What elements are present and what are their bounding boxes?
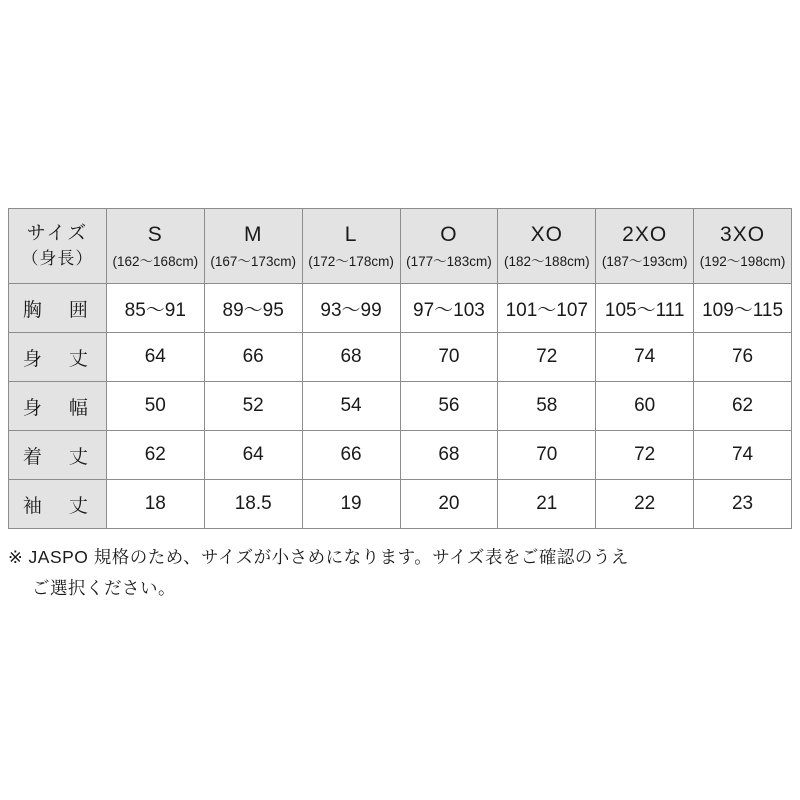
- cell-total-length-3xo: 74: [694, 431, 792, 480]
- cell-body-length-2xo: 74: [596, 333, 694, 382]
- size-table: [8, 208, 792, 529]
- cell-body-length-xo: 72: [498, 333, 596, 382]
- height-range-o: (177〜183cm): [406, 253, 492, 269]
- cell-sleeve-length-xo: 21: [498, 480, 596, 529]
- row-label-body-width: 身 幅: [9, 382, 107, 431]
- size-table-container: [8, 208, 792, 529]
- column-header-xo: [498, 209, 596, 284]
- cell-body-width-2xo: 60: [596, 382, 694, 431]
- cell-chest-3xo: 109〜115: [694, 284, 792, 333]
- cell-total-length-m: 64: [204, 431, 302, 480]
- table-row: [9, 480, 792, 529]
- corner-label-height: （身長）: [21, 249, 94, 269]
- table-row: [9, 431, 792, 480]
- cell-chest-m: 89〜95: [204, 284, 302, 333]
- size-note-line2: ご選択ください。: [32, 577, 176, 598]
- column-header-3xo: [694, 209, 792, 284]
- cell-sleeve-length-o: 20: [400, 480, 498, 529]
- cell-body-length-l: 68: [302, 333, 400, 382]
- height-range-l: (172〜178cm): [308, 253, 394, 269]
- cell-body-length-m: 66: [204, 333, 302, 382]
- cell-total-length-2xo: 72: [596, 431, 694, 480]
- height-range-3xo: (192〜198cm): [699, 253, 786, 269]
- column-header-s: [106, 209, 204, 284]
- cell-body-width-s: 50: [106, 382, 204, 431]
- cell-body-length-o: 70: [400, 333, 498, 382]
- cell-sleeve-length-2xo: 22: [596, 480, 694, 529]
- table-header-row: [9, 209, 792, 284]
- row-label-total-length: 着 丈: [9, 431, 107, 480]
- cell-sleeve-length-l: 19: [302, 480, 400, 529]
- table-row: [9, 284, 792, 333]
- size-label-3xo: 3XO: [720, 222, 766, 246]
- cell-chest-o: 97〜103: [400, 284, 498, 333]
- cell-body-length-3xo: 76: [694, 333, 792, 382]
- cell-body-length-s: 64: [106, 333, 204, 382]
- height-range-m: (167〜173cm): [210, 253, 296, 269]
- cell-body-width-o: 56: [400, 382, 498, 431]
- table-row: [9, 382, 792, 431]
- cell-total-length-s: 62: [106, 431, 204, 480]
- size-label-s: S: [147, 222, 163, 246]
- size-label-o: O: [440, 222, 458, 246]
- cell-chest-xo: 101〜107: [498, 284, 596, 333]
- column-header-m: [204, 209, 302, 284]
- corner-label-size: サイズ: [26, 222, 89, 244]
- size-note: [8, 542, 788, 603]
- size-label-2xo: 2XO: [622, 222, 668, 246]
- height-range-2xo: (187〜193cm): [601, 253, 688, 269]
- size-label-m: M: [243, 222, 263, 246]
- cell-body-width-m: 52: [204, 382, 302, 431]
- cell-total-length-o: 68: [400, 431, 498, 480]
- row-label-chest: 胸 囲: [9, 284, 107, 333]
- cell-body-width-xo: 58: [498, 382, 596, 431]
- cell-body-width-l: 54: [302, 382, 400, 431]
- height-range-s: (162〜168cm): [112, 253, 199, 269]
- size-note-line1: ※ JASPO 規格のため、サイズが小さめになります。サイズ表をご確認のうえ: [8, 547, 629, 567]
- size-label-l: L: [344, 222, 358, 246]
- column-header-2xo: [596, 209, 694, 284]
- height-range-xo: (182〜188cm): [504, 253, 590, 269]
- size-label-xo: XO: [530, 222, 563, 246]
- row-label-sleeve-length: 袖 丈: [9, 480, 107, 529]
- row-label-body-length: 身 丈: [9, 333, 107, 382]
- table-corner-cell: [9, 209, 107, 284]
- column-header-l: [302, 209, 400, 284]
- cell-body-width-3xo: 62: [694, 382, 792, 431]
- cell-chest-2xo: 105〜111: [596, 284, 694, 333]
- cell-total-length-l: 66: [302, 431, 400, 480]
- cell-sleeve-length-s: 18: [106, 480, 204, 529]
- cell-total-length-xo: 70: [498, 431, 596, 480]
- column-header-o: [400, 209, 498, 284]
- cell-sleeve-length-3xo: 23: [694, 480, 792, 529]
- cell-sleeve-length-m: 18.5: [204, 480, 302, 529]
- table-row: [9, 333, 792, 382]
- cell-chest-s: 85〜91: [106, 284, 204, 333]
- cell-chest-l: 93〜99: [302, 284, 400, 333]
